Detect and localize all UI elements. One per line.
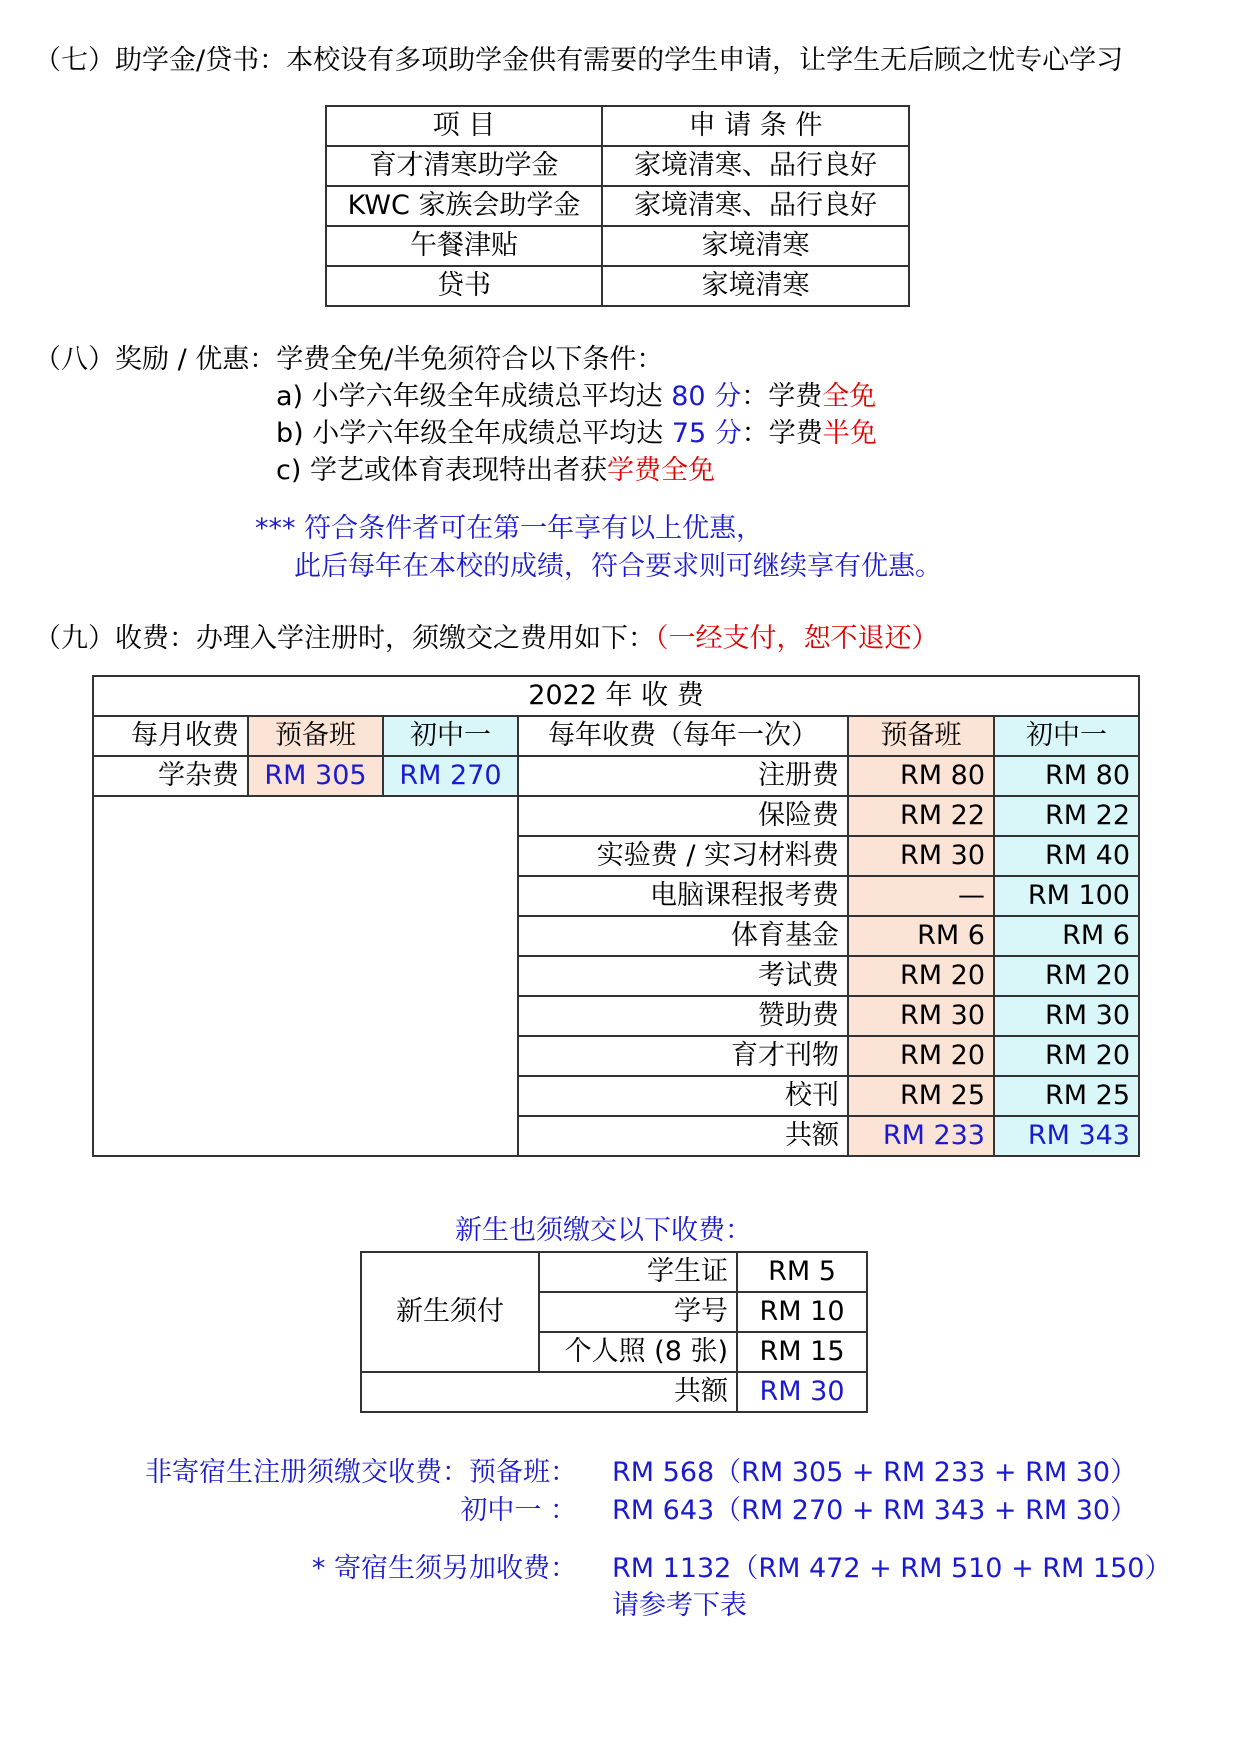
annual-fee-jun: RM 100 bbox=[994, 876, 1139, 916]
annual-fee-jun: RM 20 bbox=[994, 956, 1139, 996]
table-row bbox=[326, 266, 909, 306]
scholarship-table bbox=[325, 105, 910, 307]
new-student-group: 新生须付 bbox=[361, 1252, 539, 1372]
annual-fee-header: 每年收费（每年一次） bbox=[518, 716, 848, 756]
new-fee-label: 学生证 bbox=[539, 1252, 737, 1292]
new-fee-value: RM 5 bbox=[737, 1252, 867, 1292]
summary-label-jun: 初中一 ： bbox=[460, 1495, 577, 1526]
annual-fee-jun: RM 25 bbox=[994, 1076, 1139, 1116]
boarding-reference: 请参考下表 bbox=[612, 1590, 747, 1621]
summary-value-jun: RM 643（RM 270 + RM 343 + RM 30） bbox=[612, 1495, 1138, 1526]
annual-fee-label: 保险费 bbox=[518, 796, 848, 836]
annual-fee-pre: RM 30 bbox=[848, 996, 994, 1036]
section-9-heading bbox=[34, 622, 939, 656]
table-row bbox=[93, 756, 1139, 796]
award-mid: ：学费 bbox=[741, 418, 823, 449]
annual-fee-pre: RM 80 bbox=[848, 756, 994, 796]
boarding-value: RM 1132（RM 472 + RM 510 + RM 150） bbox=[612, 1553, 1172, 1584]
annual-fee-jun: RM 22 bbox=[994, 796, 1139, 836]
table-row bbox=[93, 676, 1139, 716]
award-condition: a) 小学六年级全年成绩总平均达 bbox=[276, 381, 672, 412]
header-item: 项 目 bbox=[326, 106, 602, 146]
award-condition: b) 小学六年级全年成绩总平均达 bbox=[276, 418, 672, 449]
annual-fee-label: 体育基金 bbox=[518, 916, 848, 956]
boarding-label: * 寄宿生须另加收费： bbox=[311, 1553, 577, 1584]
award-result: 全免 bbox=[822, 381, 877, 412]
scholarship-name: 午餐津贴 bbox=[326, 226, 602, 266]
annual-fee-label: 实验费 / 实习材料费 bbox=[518, 836, 848, 876]
award-result: 半免 bbox=[822, 418, 877, 449]
summary-value-pre: RM 568（RM 305 + RM 233 + RM 30） bbox=[612, 1457, 1138, 1488]
annual-fee-label: 赞助费 bbox=[518, 996, 848, 1036]
annual-fee-pre: RM 20 bbox=[848, 1036, 994, 1076]
award-note-line1: *** 符合条件者可在第一年享有以上优惠， bbox=[255, 513, 764, 544]
table-row bbox=[326, 226, 909, 266]
col-header-jun: 初中一 bbox=[383, 716, 518, 756]
award-score: 75 分 bbox=[671, 418, 742, 449]
scholarship-condition: 家境清寒 bbox=[602, 226, 909, 266]
table-row bbox=[93, 716, 1139, 756]
annual-fee-label: 校刊 bbox=[518, 1076, 848, 1116]
award-item-b bbox=[276, 417, 877, 451]
award-result: 学费全免 bbox=[606, 455, 715, 486]
scholarship-name: KWC 家族会助学金 bbox=[326, 186, 602, 226]
award-note-line2: 此后每年在本校的成绩，符合要求则可继续享有优惠。 bbox=[294, 551, 942, 582]
col-header-pre: 预备班 bbox=[848, 716, 994, 756]
table-row bbox=[361, 1252, 867, 1292]
annual-fee-jun: RM 80 bbox=[994, 756, 1139, 796]
fees-heading-text: （九）收费：办理入学注册时，须缴交之费用如下： bbox=[34, 623, 655, 654]
section-7-heading: （七）助学金/贷书：本校设有多项助学金供有需要的学生申请，让学生无后顾之忧专心学习 bbox=[34, 45, 1124, 76]
annual-fee-label: 注册费 bbox=[518, 756, 848, 796]
annual-fee-jun: RM 20 bbox=[994, 1036, 1139, 1076]
header-condition: 申 请 条 件 bbox=[602, 106, 909, 146]
annual-fee-label: 考试费 bbox=[518, 956, 848, 996]
award-item-a bbox=[276, 380, 876, 414]
no-refund-notice: （一经支付，恕不退还） bbox=[655, 623, 939, 654]
scholarship-condition: 家境清寒、品行良好 bbox=[602, 186, 909, 226]
table-row bbox=[326, 146, 909, 186]
table-row bbox=[93, 796, 1139, 836]
section-8-heading: （八）奖励 / 优惠：学费全免/半免须符合以下条件： bbox=[34, 344, 664, 375]
scholarship-condition: 家境清寒 bbox=[602, 266, 909, 306]
annual-fee-pre: — bbox=[848, 876, 994, 916]
annual-fee-pre: RM 22 bbox=[848, 796, 994, 836]
table-row bbox=[326, 106, 909, 146]
annual-fee-pre: RM 20 bbox=[848, 956, 994, 996]
annual-fee-pre: RM 25 bbox=[848, 1076, 994, 1116]
annual-fee-jun: RM 30 bbox=[994, 996, 1139, 1036]
summary-label-pre: 非寄宿生注册须缴交收费：预备班： bbox=[145, 1457, 577, 1488]
new-fee-label: 个人照 (8 张) bbox=[539, 1332, 737, 1372]
monthly-fee-pre: RM 305 bbox=[248, 756, 383, 796]
annual-fee-jun: RM 6 bbox=[994, 916, 1139, 956]
monthly-fee-header: 每月收费 bbox=[93, 716, 248, 756]
empty-cell bbox=[93, 796, 518, 1156]
new-fee-value: RM 15 bbox=[737, 1332, 867, 1372]
award-mid: ：学费 bbox=[741, 381, 823, 412]
scholarship-condition: 家境清寒、品行良好 bbox=[602, 146, 909, 186]
new-fee-total-value: RM 30 bbox=[737, 1372, 867, 1412]
award-item-c bbox=[276, 454, 715, 488]
annual-fee-label: 育才刊物 bbox=[518, 1036, 848, 1076]
annual-total-pre: RM 233 bbox=[848, 1116, 994, 1156]
new-fee-total-label: 共额 bbox=[361, 1372, 737, 1412]
monthly-fee-jun: RM 270 bbox=[383, 756, 518, 796]
col-header-jun: 初中一 bbox=[994, 716, 1139, 756]
new-fee-value: RM 10 bbox=[737, 1292, 867, 1332]
award-score: 80 分 bbox=[671, 381, 742, 412]
annual-fee-jun: RM 40 bbox=[994, 836, 1139, 876]
new-fee-label: 学号 bbox=[539, 1292, 737, 1332]
table-row bbox=[361, 1372, 867, 1412]
fee-table-2022 bbox=[92, 675, 1140, 1157]
scholarship-name: 育才清寒助学金 bbox=[326, 146, 602, 186]
scholarship-name: 贷书 bbox=[326, 266, 602, 306]
col-header-pre: 预备班 bbox=[248, 716, 383, 756]
annual-fee-label: 电脑课程报考费 bbox=[518, 876, 848, 916]
annual-fee-pre: RM 30 bbox=[848, 836, 994, 876]
annual-fee-pre: RM 6 bbox=[848, 916, 994, 956]
monthly-fee-label: 学杂费 bbox=[93, 756, 248, 796]
new-student-table bbox=[360, 1251, 868, 1413]
annual-total-label: 共额 bbox=[518, 1116, 848, 1156]
table-row bbox=[326, 186, 909, 226]
new-student-title: 新生也须缴交以下收费： bbox=[455, 1215, 752, 1246]
annual-total-jun: RM 343 bbox=[994, 1116, 1139, 1156]
award-condition: c) 学艺或体育表现特出者获 bbox=[276, 455, 607, 486]
fee-table-title: 2022 年 收 费 bbox=[93, 676, 1139, 716]
